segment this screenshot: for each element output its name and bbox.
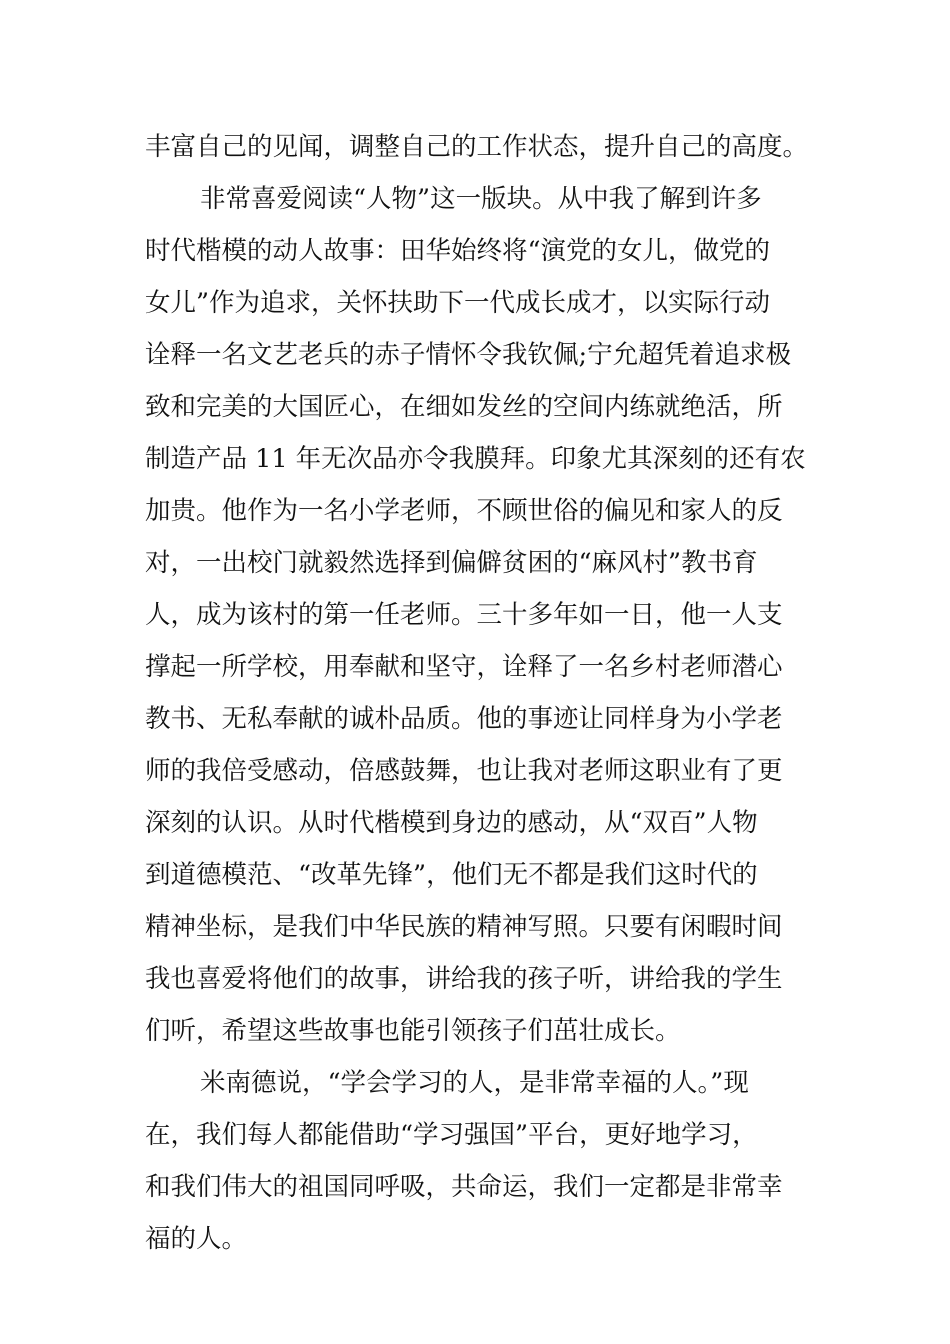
text-line: 和我们伟大的祖国同呼吸，共命运，我们一定都是非常幸 — [145, 1172, 783, 1202]
paragraph-first-line: 非常喜爱阅读“人物”这一版块。从中我了解到许多 — [200, 184, 762, 214]
text-line: 到道德模范、“改革先锋”，他们无不都是我们这时代的 — [145, 860, 758, 890]
text-line: 女儿”作为追求，关怀扶助下一代成长成才，以实际行动 — [145, 288, 771, 318]
text-line: 对，一出校门就毅然选择到偏僻贫困的“麻风村”教书育 — [145, 548, 758, 578]
text-line: 精神坐标，是我们中华民族的精神写照。只要有闲暇时间 — [145, 912, 783, 942]
text-line: 深刻的认识。从时代楷模到身边的感动，从“双百”人物 — [145, 808, 758, 838]
text-line: 福的人。 — [145, 1224, 248, 1254]
text-line: 加贵。他作为一名小学老师，不顾世俗的偏见和家人的反 — [145, 496, 783, 526]
text-line: 丰富自己的见闻，调整自己的工作状态，提升自己的高度。 — [145, 132, 809, 162]
text-line: 我也喜爱将他们的故事，讲给我的孩子听，讲给我的学生 — [145, 964, 783, 994]
text-line: 人，成为该村的第一任老师。三十多年如一日，他一人支 — [145, 600, 783, 630]
text-line: 师的我倍受感动，倍感鼓舞，也让我对老师这职业有了更 — [145, 756, 783, 786]
text-line: 在，我们每人都能借助“学习强国”平台，更好地学习， — [145, 1120, 758, 1150]
text-line: 撑起一所学校，用奉献和坚守，诠释了一名乡村老师潜心 — [145, 652, 783, 682]
text-line: 教书、无私奉献的诚朴品质。他的事迹让同样身为小学老 — [145, 704, 783, 734]
text-line: 时代楷模的动人故事：田华始终将“演党的女儿，做党的 — [145, 236, 771, 266]
text-line: 致和完美的大国匠心，在细如发丝的空间内练就绝活，所 — [145, 392, 783, 422]
paragraph-first-line: 米南德说，“学会学习的人，是非常幸福的人。”现 — [200, 1068, 749, 1098]
text-line: 们听，希望这些故事也能引领孩子们茁壮成长。 — [145, 1016, 681, 1046]
text-line: 制造产品 11 年无次品亦令我膜拜。印象尤其深刻的还有农 — [145, 444, 806, 474]
text-line: 诠释一名文艺老兵的赤子情怀令我钦佩;宁允超凭着追求极 — [145, 340, 792, 370]
